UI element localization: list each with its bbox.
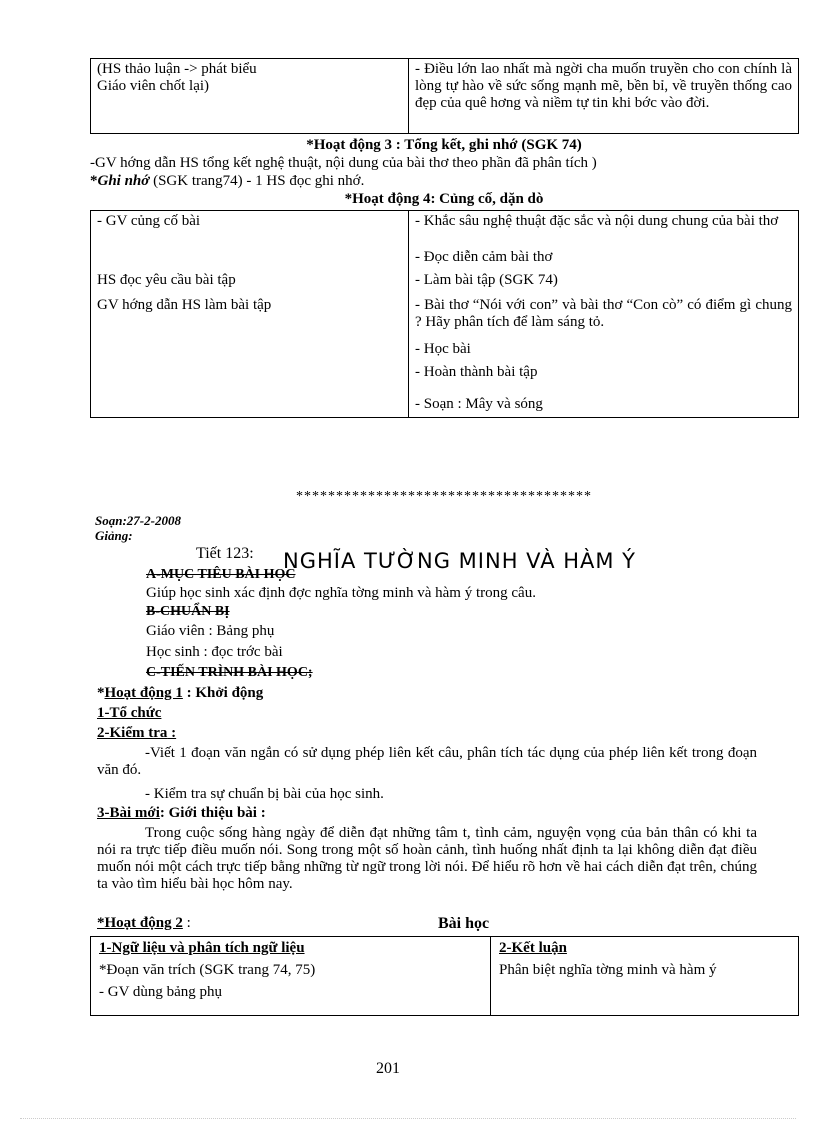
consolidation-table [90,210,799,418]
bai-moi-label: 3-Bài mới [97,805,160,821]
kiem-tra-task2: - Kiểm tra sự chuẩn bị bài của học sinh. [145,786,384,802]
activity2-label: *Hoạt động 2 [97,915,183,931]
kiem-tra-colon: : [167,725,177,741]
section-a-text: Giúp học sinh xác định đợc nghĩa tờng minh và hàm ý trong câu. [146,585,536,601]
soan-date: Soạn:27-2-2008 [95,513,181,528]
kiem-tra-label: 2-Kiểm tra [97,725,168,741]
activity1-title-rest: : Khởi động [182,685,264,701]
activity3-title: *Hoạt động 3 : Tổng kết, ghi nhớ (SGK 74) [306,137,582,153]
lesson-number: Tiết 123: [196,545,254,562]
section-b-title: B-CHUẨN BỊ [146,604,230,619]
table2-right-row6: - Hoàn thành bài tập [415,364,538,380]
table1-right-cell: - Điều lớn lao nhất mà ngời cha muốn truyền cho con chính là lòng tự hào về sức sống mạnh mẽ, bền bỉ, về truyền thống cao đẹp của quê hơng và niềm tự tin khi bớc vào đời. [409,59,799,134]
section-c-title: C-TIẾN TRÌNH BÀI HỌC; [146,665,313,680]
section-a-title: A-MỤC TIÊU BÀI HỌC [146,567,296,582]
table1-left-line2: Giáo viên chốt lại) [97,78,210,94]
ket-luan-heading: 2-Kết luận [499,940,567,956]
activity2-colon: : [182,915,191,931]
ngu-lieu-line2: - GV dùng bảng phụ [99,984,223,1000]
star-separator: ************************************* [296,489,592,504]
ghinho-star: * [90,173,98,189]
table2-right-row5: - Học bài [415,341,471,357]
table2-right-row1: - Khắc sâu nghệ thuật đặc sắc và nội dung chung của bài thơ [415,213,779,229]
bai-moi-rest: : Giới thiệu bài : [159,805,266,821]
activity3-ghinho [90,173,810,190]
table2-left-row4: GV hớng dẫn HS làm bài tập [97,297,272,313]
lesson-table [90,936,799,1016]
table2-left-row7 [97,396,402,415]
activity4-title: *Hoạt động 4: Củng cố, dặn dò [344,191,544,207]
page-bottom-border [20,1118,796,1119]
table2-left-cell [91,211,409,418]
ngu-lieu-heading: 1-Ngữ liệu và phân tích ngữ liệu [99,940,305,956]
lesson-introduction: Trong cuộc sống hàng ngày để diễn đạt những tâm t, tình cảm, nguyện vọng của bản thân có khi ta nói ra trực tiếp điều muốn nói. Song trong một số hoàn cảnh, tình huống nhất định ta lại không diễn đạt điều muốn nói một cách trực tiếp bằng những từ ngữ trong lời nói. Để hiểu rõ hơn về hai cách diễn đạt trên, chúng ta vào tìm hiểu bài học hôm nay. [97,825,757,892]
table2-right-row7: - Soạn : Mây và sóng [415,396,543,412]
table2-left-row1: - GV củng cố bài [97,213,201,229]
table3-right-cell [491,937,799,1016]
bai-moi-heading [97,805,266,822]
to-chuc-heading: 1-Tổ chức [97,705,162,721]
ghinho-label: Ghi nhớ [97,173,150,189]
giang-date: Giảng: [95,528,133,543]
table2-right-row4: - Bài thơ “Nói với con” và bài thơ “Con cò” có điểm gì chung ? Hãy phân tích để làm sáng tỏ. [415,297,792,330]
activity3-line1: -GV hớng dẫn HS tổng kết nghệ thuật, nội dung của bài thơ theo phần đã phân tích ) [90,155,597,171]
table1-left-cell [91,59,409,134]
page-number: 201 [376,1060,400,1077]
activity1-title-underlined: Hoạt động 1 [104,685,183,701]
table2-left-row5 [97,341,402,364]
table1-left-line1: (HS thảo luận -> phát biểu [97,61,257,77]
bai-hoc-heading: Bài học [438,915,490,932]
table2-left-row3: HS đọc yêu cầu bài tập [97,272,236,288]
activity2-title [97,915,191,932]
kiem-tra-task1: -Viết 1 đoạn văn ngắn có sử dụng phép liên kết câu, phân tích tác dụng của phép liên kết trong đoạn văn đó. [97,745,757,778]
section-b-student: Học sinh : đọc trớc bài [146,644,283,660]
ghinho-rest: (SGK trang74) - 1 HS đọc ghi nhớ. [149,173,365,189]
table2-left-row6 [97,364,402,396]
table2-right-row3: - Làm bài tập (SGK 74) [415,272,558,288]
ngu-lieu-line1: *Đoạn văn trích (SGK trang 74, 75) [99,962,316,978]
table3-left-cell [91,937,491,1016]
lesson-title: NGHĨA TƯỜNG MINH VÀ HÀM Ý [283,549,637,573]
table2-right-row2: - Đọc diễn cảm bài thơ [415,249,553,265]
ket-luan-line1: Phân biệt nghĩa tờng minh và hàm ý [499,962,717,978]
table2-right-cell [409,211,799,418]
table2-left-row2 [97,249,402,272]
kiem-tra-heading [97,725,176,742]
activity1-prefix: * [97,685,105,701]
section-b-teacher: Giáo viên : Bảng phụ [146,623,275,639]
discussion-table [90,58,799,134]
activity1-title [97,685,263,702]
